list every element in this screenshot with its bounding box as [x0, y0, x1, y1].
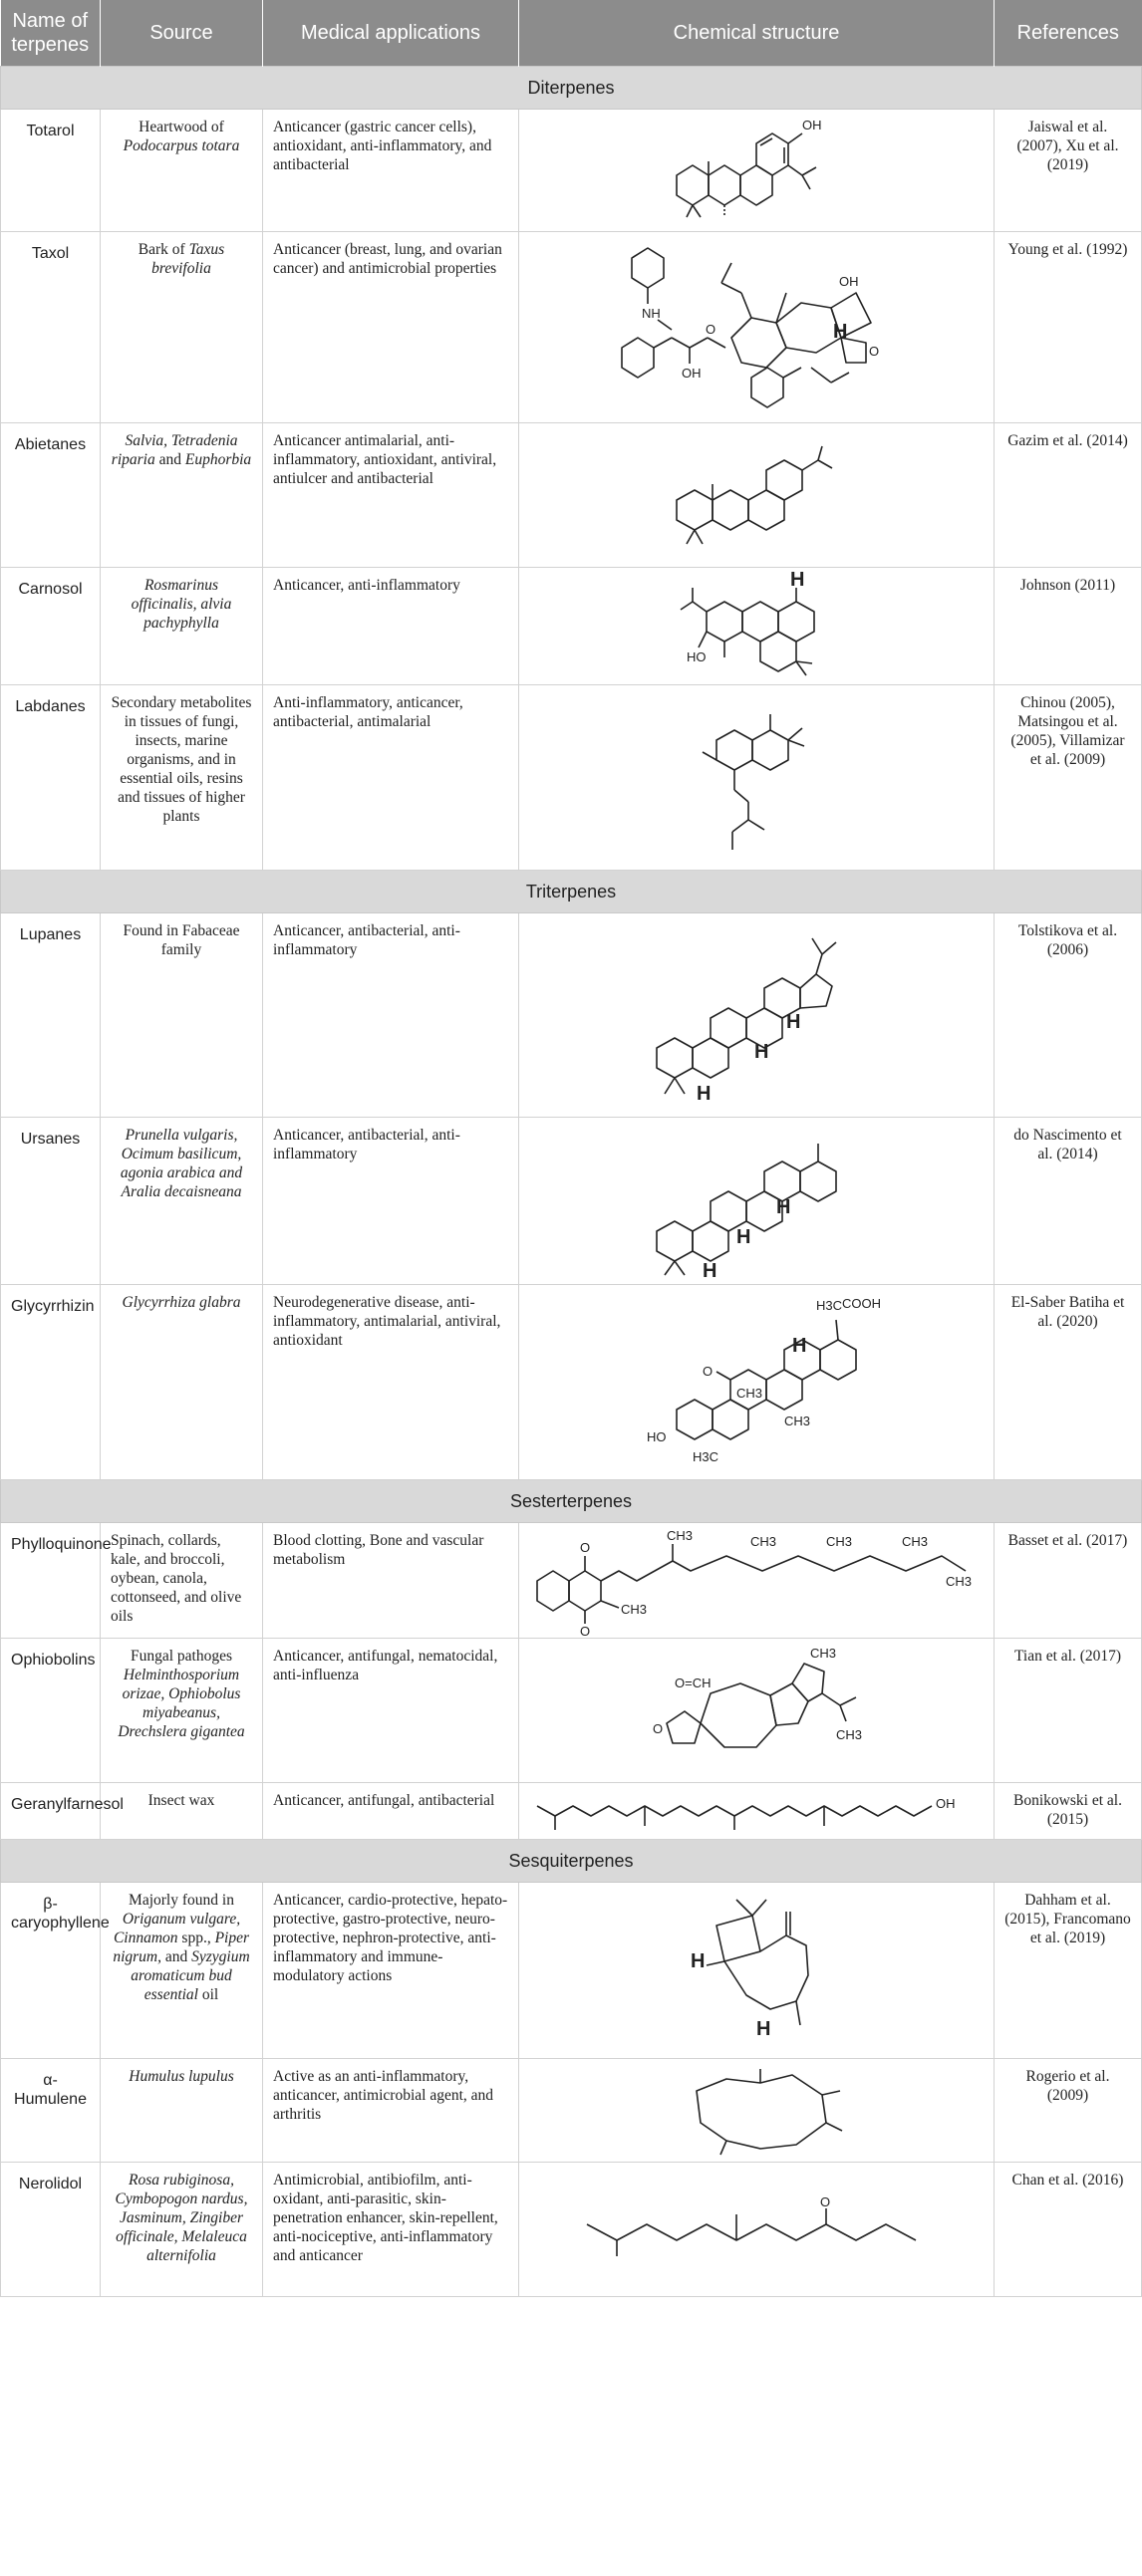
- table-row-humulene: [1, 2059, 1142, 2163]
- applications-cell: Neurodegenerative disease, anti-inflammatory, antimalarial, antiviral, antioxidant: [263, 1285, 519, 1480]
- source-cell: Humulus lupulus: [101, 2059, 263, 2163]
- table-row-lupanes: [1, 913, 1142, 1118]
- reference-cell: Rogerio et al. (2009): [995, 2059, 1142, 2163]
- svg-text:HO: HO: [647, 1429, 667, 1444]
- terpene-name: α- Humulene: [1, 2059, 101, 2163]
- terpene-name: Lupanes: [1, 913, 101, 1118]
- table-row-phylloquinone: [1, 1523, 1142, 1639]
- header-source: Source: [101, 0, 263, 67]
- reference-cell: Chinou (2005), Matsingou et al. (2005), Villamizar et al. (2009): [995, 685, 1142, 871]
- reference-cell: Basset et al. (2017): [995, 1523, 1142, 1639]
- group-label: Diterpenes: [1, 67, 1142, 110]
- group-row-diterpenes: [1, 67, 1142, 110]
- svg-text:CH3: CH3: [667, 1527, 694, 1543]
- svg-text:H: H: [691, 1950, 706, 1972]
- source-cell: Spinach, collards, kale, and broccoli, oybean, canola, cottonseed, and olive oils: [101, 1523, 263, 1639]
- table-row-carnosol: [1, 568, 1142, 685]
- svg-text:COOH: COOH: [842, 1296, 881, 1311]
- chemical-structure-labdanes: [519, 685, 995, 871]
- reference-cell: Tolstikova et al. (2006): [995, 913, 1142, 1118]
- chemical-structure-carnosol: [519, 568, 995, 685]
- svg-text:O: O: [706, 321, 716, 337]
- reference-cell: Dahham et al. (2015), Francomano et al. (2019): [995, 1883, 1142, 2059]
- group-label: Sesquiterpenes: [1, 1840, 1142, 1883]
- chemical-structure-glycyrrhizin: [519, 1285, 995, 1480]
- source-cell: Secondary metabolites in tissues of fungi, insects, marine organisms, and in essential oils, resins and tissues of higher plants: [101, 685, 263, 871]
- group-row-sesquiterpenes: [1, 1840, 1142, 1883]
- svg-text:H: H: [792, 1335, 807, 1357]
- svg-text:OH: OH: [936, 1796, 956, 1811]
- source-cell: Heartwood of Podocarpus totara: [101, 110, 263, 232]
- svg-text:H: H: [736, 1225, 751, 1248]
- reference-cell: Tian et al. (2017): [995, 1639, 1142, 1783]
- reference-cell: Gazim et al. (2014): [995, 423, 1142, 568]
- applications-cell: Anticancer (gastric cancer cells), antioxidant, anti-inflammatory, and antibacterial: [263, 110, 519, 232]
- svg-text:CH3: CH3: [784, 1414, 811, 1428]
- terpene-name: Abietanes: [1, 423, 101, 568]
- terpene-name: Totarol: [1, 110, 101, 232]
- svg-text:NH: NH: [642, 305, 661, 321]
- svg-text:H3C: H3C: [816, 1298, 843, 1313]
- terpene-name: Glycyrrhizin: [1, 1285, 101, 1480]
- reference-cell: Bonikowski et al. (2015): [995, 1783, 1142, 1840]
- applications-cell: Anticancer (breast, lung, and ovarian cancer) and antimicrobial properties: [263, 232, 519, 423]
- svg-text:OH: OH: [682, 365, 702, 381]
- reference-cell: Young et al. (1992): [995, 232, 1142, 423]
- table-row-ophiobolins: [1, 1639, 1142, 1783]
- table-row-caryophyllene: [1, 1883, 1142, 2059]
- svg-text:O: O: [820, 2194, 831, 2209]
- applications-cell: Anticancer, antibacterial, anti-inflammatory: [263, 913, 519, 1118]
- chemical-structure-lupanes: [519, 913, 995, 1118]
- terpene-name: Taxol: [1, 232, 101, 423]
- table-row-geranylfarnesol: [1, 1783, 1142, 1840]
- reference-cell: Jaiswal et al. (2007), Xu et al. (2019): [995, 110, 1142, 232]
- svg-text:CH3: CH3: [736, 1386, 763, 1401]
- chemical-structure-totarol: [519, 110, 995, 232]
- svg-text:O: O: [869, 343, 880, 359]
- chemical-structure-nerolidol: [519, 2163, 995, 2297]
- svg-text:H: H: [786, 1010, 801, 1033]
- table-row-ursanes: [1, 1118, 1142, 1285]
- applications-cell: Blood clotting, Bone and vascular metabolism: [263, 1523, 519, 1639]
- reference-cell: Johnson (2011): [995, 568, 1142, 685]
- svg-text:CH3: CH3: [946, 1573, 973, 1589]
- svg-text:H3C: H3C: [693, 1449, 719, 1464]
- svg-text:HO: HO: [687, 648, 707, 664]
- chemical-structure-humulene: [519, 2059, 995, 2163]
- terpene-name: Ophiobolins: [1, 1639, 101, 1783]
- group-row-triterpenes: [1, 871, 1142, 913]
- terpene-name: β-caryophyllene: [1, 1883, 101, 2059]
- table-row-labdanes: [1, 685, 1142, 871]
- svg-text:O: O: [653, 1720, 664, 1736]
- table-row-glycyrrhizin: [1, 1285, 1142, 1480]
- chemical-structure-taxol: [519, 232, 995, 423]
- applications-cell: Anticancer, antifungal, nematocidal, anti-influenza: [263, 1639, 519, 1783]
- applications-cell: Anticancer, cardio-protective, hepato-protective, gastro-protective, neuro-protective, nephron-protective, anti-inflammatory and immune-modulatory actions: [263, 1883, 519, 2059]
- svg-text:H: H: [697, 1082, 712, 1105]
- terpene-name: Ursanes: [1, 1118, 101, 1285]
- svg-text:CH3: CH3: [750, 1533, 777, 1549]
- applications-cell: Anticancer, antifungal, antibacterial: [263, 1783, 519, 1840]
- chemical-structure-caryophyllene: [519, 1883, 995, 2059]
- terpene-name: Labdanes: [1, 685, 101, 871]
- chemical-structure-abietanes: [519, 423, 995, 568]
- group-label: Triterpenes: [1, 871, 1142, 913]
- source-cell: Rosmarinus officinalis, alvia pachyphylla: [101, 568, 263, 685]
- svg-text:CH3: CH3: [826, 1533, 853, 1549]
- reference-cell: do Nascimento et al. (2014): [995, 1118, 1142, 1285]
- chemical-structure-ophiobolins: [519, 1639, 995, 1783]
- terpene-name: Nerolidol: [1, 2163, 101, 2297]
- svg-text:H: H: [703, 1259, 717, 1282]
- applications-cell: Anti-inflammatory, anticancer, antibacterial, antimalarial: [263, 685, 519, 871]
- source-cell: Insect wax: [101, 1783, 263, 1840]
- svg-text:H: H: [754, 1040, 769, 1063]
- source-cell: Found in Fabaceae family: [101, 913, 263, 1118]
- applications-cell: Active as an anti-inflammatory, anticancer, antimicrobial agent, and arthritis: [263, 2059, 519, 2163]
- chemical-structure-ursanes: [519, 1118, 995, 1285]
- source-cell: Majorly found in Origanum vulgare, Cinnamon spp., Piper nigrum, and Syzygium aromaticum bud essential oil: [101, 1883, 263, 2059]
- table-row-taxol: [1, 232, 1142, 423]
- svg-text:CH3: CH3: [836, 1726, 863, 1742]
- terpene-name: Phylloquinone: [1, 1523, 101, 1639]
- applications-cell: Anticancer, anti-inflammatory: [263, 568, 519, 685]
- source-cell: Glycyrrhiza glabra: [101, 1285, 263, 1480]
- svg-text:O: O: [580, 1539, 591, 1555]
- source-cell: Fungal pathoges Helminthosporium orizae, Ophiobolus miyabeanus, Drechslera gigantea: [101, 1639, 263, 1783]
- svg-text:CH3: CH3: [902, 1533, 929, 1549]
- svg-text:CH3: CH3: [810, 1645, 837, 1661]
- svg-text:H: H: [756, 2018, 771, 2040]
- source-cell: Salvia, Tetradenia riparia and Euphorbia: [101, 423, 263, 568]
- svg-text:CH3: CH3: [621, 1601, 648, 1617]
- group-row-sesterterpenes: [1, 1480, 1142, 1523]
- chemical-structure-phylloquinone: [519, 1523, 995, 1639]
- applications-cell: Antimicrobial, antibiofilm, anti-oxidant, anti-parasitic, skin-penetration enhancer, skin-repellent, anti-nociceptive, anti-inflammatory and anticancer: [263, 2163, 519, 2297]
- svg-text:H: H: [776, 1195, 791, 1218]
- svg-text:O=CH: O=CH: [675, 1674, 712, 1690]
- header-structure: Chemical structure: [519, 0, 995, 67]
- svg-text:H: H: [833, 320, 848, 343]
- chemical-structure-geranylfarnesol: [519, 1783, 995, 1840]
- source-cell: Bark of Taxus brevifolia: [101, 232, 263, 423]
- source-cell: Rosa rubiginosa, Cymbopogon nardus, Jasminum, Zingiber officinale, Melaleuca alternifolia: [101, 2163, 263, 2297]
- reference-cell: El-Saber Batiha et al. (2020): [995, 1285, 1142, 1480]
- header-applications: Medical applications: [263, 0, 519, 67]
- applications-cell: Anticancer antimalarial, anti-inflammatory, antioxidant, antiviral, antiulcer and antibacterial: [263, 423, 519, 568]
- svg-text:OH: OH: [839, 273, 859, 289]
- table-row-totarol: [1, 110, 1142, 232]
- reference-cell: Chan et al. (2016): [995, 2163, 1142, 2297]
- svg-text:O: O: [580, 1623, 591, 1639]
- source-cell: Prunella vulgaris, Ocimum basilicum, agonia arabica and Aralia decaisneana: [101, 1118, 263, 1285]
- header-row: [1, 0, 1142, 67]
- terpene-name: Carnosol: [1, 568, 101, 685]
- svg-text:O: O: [703, 1364, 714, 1379]
- table-row-abietanes: [1, 423, 1142, 568]
- applications-cell: Anticancer, antibacterial, anti-inflammatory: [263, 1118, 519, 1285]
- header-name: Name of terpenes: [1, 0, 101, 67]
- svg-text:OH: OH: [802, 118, 822, 132]
- terpene-name: Geranylfarnesol: [1, 1783, 101, 1840]
- group-label: Sesterterpenes: [1, 1480, 1142, 1523]
- svg-text:H: H: [790, 568, 805, 591]
- header-references: References: [995, 0, 1142, 67]
- table-row-nerolidol: [1, 2163, 1142, 2297]
